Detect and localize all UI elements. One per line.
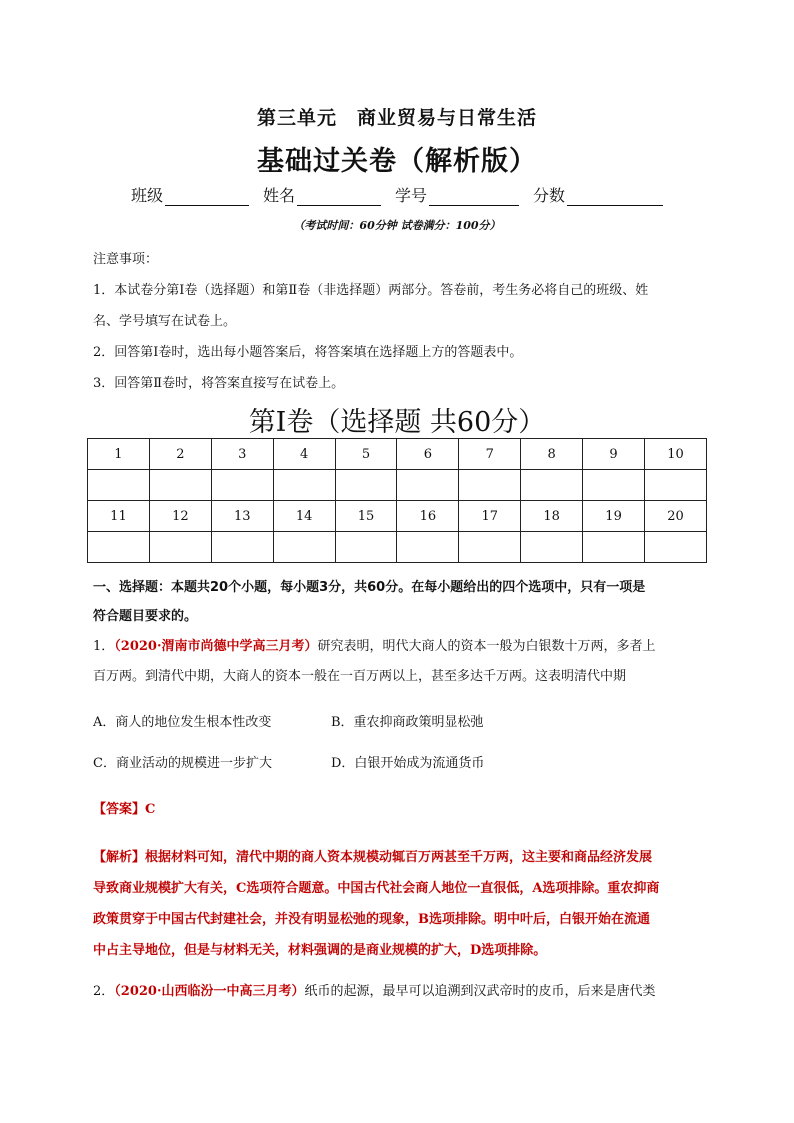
answer-table-number-row (88, 439, 707, 470)
question-1 (93, 632, 713, 692)
q-number-cell: 16 (397, 501, 459, 532)
q-number-cell: 3 (211, 439, 273, 470)
answer-cell[interactable] (273, 470, 335, 501)
answer-cell[interactable] (645, 470, 707, 501)
q-number-cell: 14 (273, 501, 335, 532)
answer-cell[interactable] (459, 470, 521, 501)
q-number-cell: 6 (397, 439, 459, 470)
question-number: 2． (93, 984, 115, 999)
answer-table-blank-row (88, 532, 707, 563)
q-number-cell: 19 (583, 501, 645, 532)
answer-value: C (145, 802, 156, 817)
answer-table-blank-row (88, 470, 707, 501)
answer-cell[interactable] (335, 470, 397, 501)
answer-line (93, 798, 155, 817)
answer-cell[interactable] (211, 532, 273, 563)
notes-title: 注意事项： (93, 252, 159, 267)
note-item-1: 1．本试卷分第Ⅰ卷（选择题）和第Ⅱ卷（非选择题）两部分。答卷前，考生务必将自己的班级、姓 (93, 283, 649, 298)
intro-line: 一、选择题：本题共20个小题，每小题3分，共60分。在每小题给出的四个选项中，只有一项是 (93, 580, 646, 595)
answer-cell[interactable] (149, 532, 211, 563)
choice-section-intro (93, 573, 713, 631)
question-stem: 研究表明，明代大商人的资本一般为白银数十万两，多者上 (317, 639, 656, 654)
answer-table-number-row (88, 501, 707, 532)
answer-cell[interactable] (335, 532, 397, 563)
question-source: （2020·山西临汾一中高三月考） (114, 984, 305, 999)
note-item-2: 2．回答第Ⅰ卷时，选出每小题答案后，将答案填在选择题上方的答题表中。 (93, 345, 523, 360)
section-heading: 第Ⅰ卷（选择题 共60分） (248, 407, 546, 438)
analysis (93, 842, 713, 966)
answer-cell[interactable] (521, 532, 583, 563)
name-label: 姓名 (262, 186, 295, 205)
answer-cell[interactable] (211, 470, 273, 501)
q-number-cell: 1 (88, 439, 150, 470)
answer-cell[interactable] (645, 532, 707, 563)
question-2 (93, 977, 713, 1007)
class-field[interactable] (131, 183, 249, 206)
q-number-cell: 9 (583, 439, 645, 470)
analysis-line: 政策贯穿于中国古代封建社会，并没有明显松弛的现象，B选项排除。明中叶后，白银开始在流通 (93, 912, 650, 927)
class-label: 班级 (130, 186, 163, 205)
unit-title: 第三单元 商业贸易与日常生活 (256, 107, 537, 129)
q-number-cell: 20 (645, 501, 707, 532)
analysis-line: 中占主导地位，但是与材料无关，材料强调的是商业规模的扩大，D选项排除。 (93, 943, 547, 958)
score-label: 分数 (533, 186, 566, 205)
name-field[interactable] (263, 183, 381, 206)
answer-cell[interactable] (397, 470, 459, 501)
analysis-line: 导致商业规模扩大有关，C选项符合题意。中国古代社会商人地位一直很低，A选项排除。重农抑商 (93, 881, 660, 896)
q-number-cell: 8 (521, 439, 583, 470)
answer-cell[interactable] (149, 470, 211, 501)
student-id-field[interactable] (395, 183, 519, 206)
q-number-cell: 7 (459, 439, 521, 470)
answer-cell[interactable] (88, 532, 150, 563)
answer-cell[interactable] (521, 470, 583, 501)
q-number-cell: 4 (273, 439, 335, 470)
score-field[interactable] (533, 183, 663, 206)
student-id-label: 学号 (395, 186, 428, 205)
answer-cell[interactable] (459, 532, 521, 563)
answer-cell[interactable] (583, 470, 645, 501)
q-number-cell: 13 (211, 501, 273, 532)
answer-cell[interactable] (273, 532, 335, 563)
q-number-cell: 12 (149, 501, 211, 532)
option-b[interactable]: B．重农抑商政策明显松弛 (331, 715, 484, 730)
question-stem: 纸币的起源，最早可以追溯到汉武帝时的皮币，后来是唐代类 (304, 984, 656, 999)
question-number: 1． (93, 639, 115, 654)
intro-line: 符合题目要求的。 (93, 609, 198, 624)
student-info-fields (0, 183, 794, 206)
q-number-cell: 11 (88, 501, 150, 532)
question-stem-cont: 百万两。到清代中期，大商人的资本一般在一百万两以上，甚至多达千万两。这表明清代中期 (93, 669, 627, 684)
option-a[interactable]: A．商人的地位发生根本性改变 (93, 715, 272, 730)
q-number-cell: 18 (521, 501, 583, 532)
page-title: 基础过关卷（解析版） (257, 146, 537, 177)
q-number-cell: 5 (335, 439, 397, 470)
q-number-cell: 10 (645, 439, 707, 470)
answer-cell[interactable] (583, 532, 645, 563)
q-number-cell: 17 (459, 501, 521, 532)
answer-table (87, 438, 707, 563)
question-1-options (93, 711, 713, 771)
answer-cell[interactable] (397, 532, 459, 563)
note-item-3: 3．回答第Ⅱ卷时，将答案直接写在试卷上。 (93, 376, 345, 391)
answer-label: 【答案】 (93, 802, 146, 817)
answer-cell[interactable] (88, 470, 150, 501)
question-source: （2020·渭南市尚德中学高三月考） (114, 639, 318, 654)
note-item-1-cont: 名、学号填写在试卷上。 (93, 314, 237, 329)
exam-info: （考试时间：60分钟 试卷满分：100分） (293, 219, 501, 232)
analysis-line: 【解析】根据材料可知，清代中期的商人资本规模动辄百万两甚至千万两，这主要和商品经济发展 (93, 850, 653, 865)
q-number-cell: 2 (149, 439, 211, 470)
option-d[interactable]: D．白银开始成为流通货币 (331, 756, 485, 771)
option-c[interactable]: C．商业活动的规模进一步扩大 (93, 756, 272, 771)
q-number-cell: 15 (335, 501, 397, 532)
notes-section (93, 244, 713, 399)
